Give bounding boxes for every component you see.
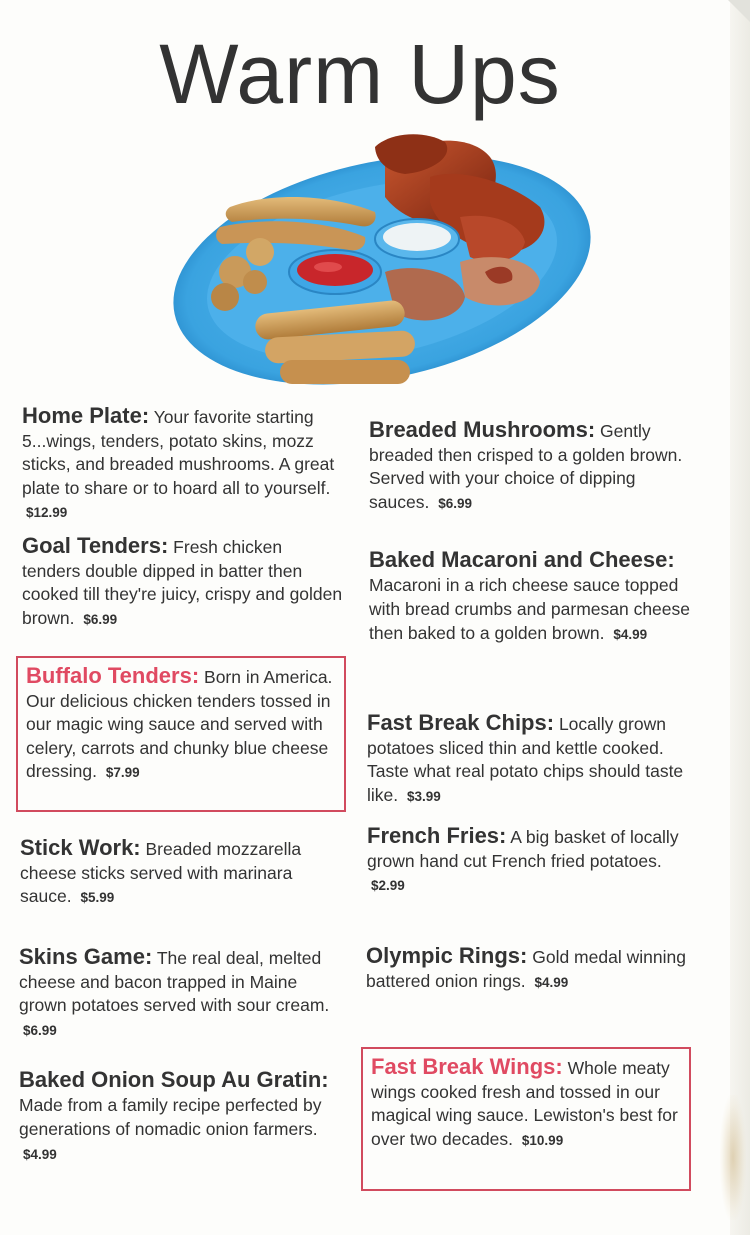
item-name: Home Plate:: [22, 403, 150, 428]
paper-stain: [720, 1095, 746, 1220]
menu-item-buffalo-tenders: [16, 656, 346, 812]
item-description: Born in America. Our delicious chicken tenders tossed in our magic wing sauce and served with celery, carrots and chunky blue cheese dressing.: [26, 667, 333, 781]
menu-item-fast-break-chips: [367, 711, 687, 808]
menu-item-olympic-rings: [366, 944, 688, 994]
item-description: Fresh chicken tenders double dipped in batter then cooked till they're juicy, crispy and golden brown.: [22, 537, 343, 628]
page-edge: [730, 0, 750, 1235]
item-name: Stick Work:: [20, 835, 141, 860]
item-name: Goal Tenders:: [22, 533, 169, 558]
item-description: Whole meaty wings cooked fresh and tossed in our magical wing sauce. Lewiston's best for over two decades.: [371, 1058, 678, 1149]
item-name: Fast Break Wings:: [371, 1054, 563, 1079]
menu-item-home-plate: [22, 404, 344, 525]
item-name: Olympic Rings:: [366, 943, 528, 968]
item-name: Buffalo Tenders:: [26, 663, 200, 688]
page-corner-fold: [728, 0, 750, 22]
item-name: French Fries:: [367, 823, 507, 848]
item-description: Gold medal winning battered onion rings.: [366, 947, 686, 991]
item-name: Baked Onion Soup Au Gratin:: [19, 1067, 329, 1092]
item-price: $3.99: [407, 788, 441, 804]
item-price: $4.99: [534, 974, 569, 990]
item-price: $10.99: [521, 1132, 564, 1148]
page-title: Warm Ups: [159, 27, 561, 121]
item-price: $4.99: [613, 627, 648, 642]
menu-item-baked-mac-and-cheese: [369, 548, 691, 647]
menu-item-fast-break-wings: [361, 1047, 691, 1191]
menu-item-goal-tenders: [22, 534, 344, 631]
item-name: Fast Break Chips:: [367, 710, 555, 735]
item-price: $5.99: [80, 890, 115, 905]
menu-item-stick-work: [20, 836, 342, 910]
item-description: Made from a family recipe perfected by generations of nomadic onion farmers.: [19, 1095, 322, 1139]
item-price: $4.99: [23, 1147, 57, 1162]
item-description: Locally grown potatoes sliced thin and kettle cooked. Taste what real potato chips should taste like.: [367, 714, 684, 805]
menu-item-french-fries: [367, 824, 685, 898]
item-price: $2.99: [371, 878, 405, 893]
menu-item-skins-game: [19, 945, 341, 1042]
item-price: $6.99: [23, 1022, 57, 1038]
item-description: A big basket of locally grown hand cut French fried potatoes.: [367, 827, 679, 871]
item-description: The real deal, melted cheese and bacon trapped in Maine grown potatoes served with sour cream.: [19, 948, 330, 1015]
item-name: Baked Macaroni and Cheese:: [369, 547, 675, 572]
item-name: Breaded Mushrooms:: [369, 417, 596, 442]
menu-item-baked-onion-soup: [19, 1068, 341, 1167]
menu-item-breaded-mushrooms: [369, 418, 687, 515]
item-description: Your favorite starting 5...wings, tenders, potato skins, mozz sticks, and breaded mushrooms. A great plate to share or to hoard all to yourself.: [22, 407, 335, 498]
item-description: Gently breaded then crisped to a golden brown. Served with your choice of dipping sauces.: [369, 421, 683, 512]
item-description: Breaded mozzarella cheese sticks served with marinara sauce.: [20, 839, 302, 906]
item-name: Skins Game:: [19, 944, 153, 969]
item-price: $7.99: [105, 765, 140, 780]
appetizer-platter-image: [160, 122, 610, 392]
item-description: Macaroni in a rich cheese sauce topped with bread crumbs and parmesan cheese then baked to a golden brown.: [369, 575, 691, 643]
item-price: $6.99: [83, 611, 118, 627]
item-price: $12.99: [26, 505, 68, 520]
item-price: $6.99: [438, 495, 472, 511]
